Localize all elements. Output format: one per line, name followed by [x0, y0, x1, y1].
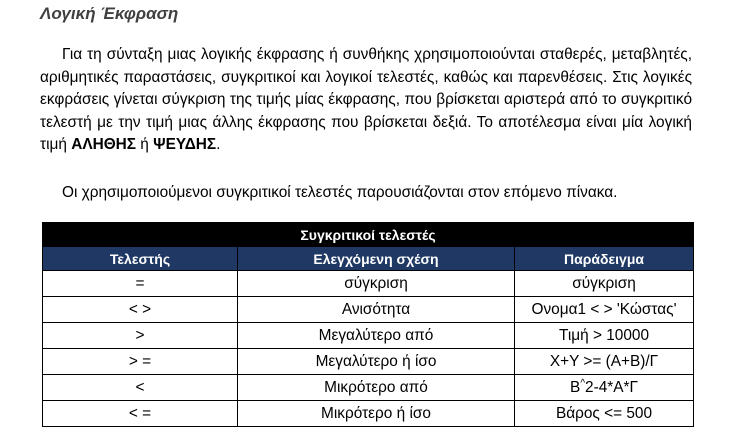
example-cell [515, 375, 694, 401]
operator-cell: > [43, 323, 238, 349]
example-rest: 2-4*Α*Γ [585, 379, 638, 396]
table-title: Συγκριτικοί τελεστές [43, 223, 694, 247]
table-row [43, 323, 694, 349]
example-cell: σύγκριση [515, 271, 694, 297]
table-intro-paragraph: Οι χρησιμοποιούμενοι συγκριτικοί τελεστές παρουσιάζονται στον επόμενο πίνακα. [62, 184, 618, 201]
table-row [43, 401, 694, 427]
operator-cell: = [43, 271, 238, 297]
relation-cell: Μικρότερο από [238, 375, 515, 401]
sentence-end: . [216, 136, 221, 153]
true-keyword: ΑΛΗΘΗΣ [71, 136, 137, 153]
example-caret: ^ [580, 378, 586, 389]
relation-cell: Ανισότητα [238, 297, 515, 323]
or-word: ή [136, 136, 154, 153]
example-cell: Ονομα1 < > 'Κώστας' [515, 297, 694, 323]
table-row [43, 349, 694, 375]
table-row [43, 297, 694, 323]
table-header-row [43, 247, 694, 271]
relation-cell: Μεγαλύτερο ή ίσο [238, 349, 515, 375]
comparison-operators-table [42, 222, 694, 427]
false-keyword: ΨΕΥΔΗΣ [153, 136, 217, 153]
relation-cell: Μικρότερο ή ίσο [238, 401, 515, 427]
relation-cell: σύγκριση [238, 271, 515, 297]
intro-text: Για τη σύνταξη μιας λογικής έκφρασης ή συνθήκης χρησιμοποιούνται σταθερές, μεταβλητές, αριθμητικές παραστάσεις, συγκριτικοί και λογικοί τελεστές, καθώς και παρενθέσεις. Στις λογικές εκφράσεις γίνεται σύγκριση της τιμής μίας έκφρασης, που βρίσκεται αριστερά από το συγκριτικό τελεστή με την τιμή μιας άλλης έκφρασης που βρίσκεται δεξιά. Το αποτέλεσμα είναι μία λογική τιμή [40, 46, 692, 153]
header-relation: Ελεγχόμενη σχέση [238, 247, 515, 271]
relation-cell: Μεγαλύτερο από [238, 323, 515, 349]
operator-cell: > = [43, 349, 238, 375]
header-operator: Τελεστής [43, 247, 238, 271]
header-example: Παράδειγμα [515, 247, 694, 271]
section-heading: Λογική Έκφραση [40, 4, 179, 23]
table-row [43, 375, 694, 401]
example-base: B [570, 379, 581, 396]
example-cell: Βάρος <= 500 [515, 401, 694, 427]
example-cell: X+Y >= (A+B)/Γ [515, 349, 694, 375]
operator-cell: < > [43, 297, 238, 323]
intro-paragraph [40, 44, 692, 157]
example-cell: Τιμή > 10000 [515, 323, 694, 349]
operator-cell: < = [43, 401, 238, 427]
table-row [43, 271, 694, 297]
operator-cell: < [43, 375, 238, 401]
table-title-row [43, 223, 694, 247]
